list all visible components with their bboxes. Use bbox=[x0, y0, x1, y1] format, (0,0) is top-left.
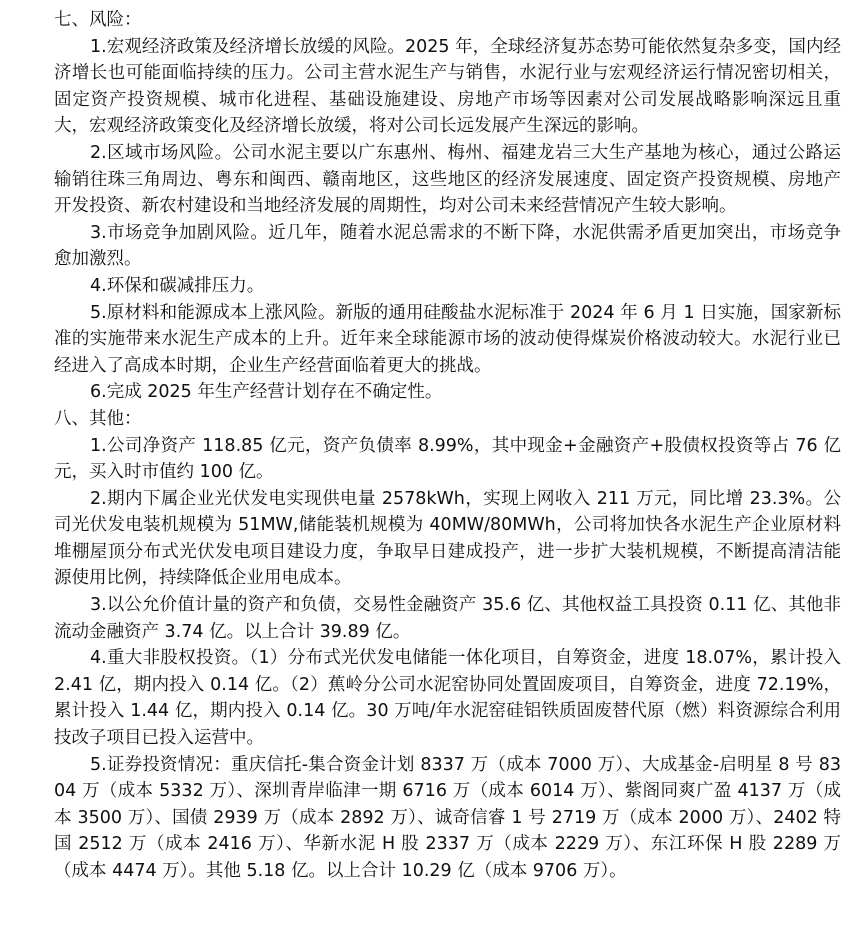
other-paragraph-investment: 4.重大非股权投资。（1）分布式光伏发电储能一体化项目，自筹资金，进度 18.07%，累计投入 2.41 亿，期内投入 0.14 亿。（2）蕉岭分公司水泥窑协同处置固废项目，自筹资金，进度 72.19%，累计投入 1.44 亿，期内投入 0.14 亿。30 万吨/年水泥窑硅铝铁质固废替代原（燃）料资源综合利用技改子项目已投入运营中。 bbox=[54, 648, 841, 749]
risk-paragraph-competition: 3.市场竞争加剧风险。近几年，随着水泥总需求的不断下降，水泥供需矛盾更加突出，市场竞争愈加激烈。 bbox=[54, 222, 841, 270]
risk-section bbox=[54, 7, 841, 406]
other-paragraph-fair-value: 3.以公允价值计量的资产和负债，交易性金融资产 35.6 亿、其他权益工具投资 0.11 亿、其他非流动金融资产 3.74 亿。以上合计 39.89 亿。 bbox=[54, 595, 841, 642]
other-paragraph-net-assets: 1.公司净资产 118.85 亿元，资产负债率 8.99%，其中现金+金融资产+股债权投资等占 76 亿元，买入时市值约 100 亿。 bbox=[54, 435, 841, 483]
other-paragraph-solar: 2.期内下属企业光伏发电实现供电量 2578kWh，实现上网收入 211 万元，同比增 23.3%。公司光伏发电装机规模为 51MW,储能装机规模为 40MW/80MWh，公司将加快各水泥生产企业原材料堆棚屋顶分布式光伏发电项目建设力度，争取早日建成投产，进一步扩大装机规模，不断提高清洁能源使用比例，持续降低企业用电成本。 bbox=[54, 488, 841, 589]
other-section bbox=[54, 406, 841, 885]
other-paragraph-securities: 5.证券投资情况：重庆信托-集合资金计划 8337 万（成本 7000 万）、大成基金-启明星 8 号 8304 万（成本 5332 万）、深圳青岸临津一期 6716 万（成本 6014 万）、紫阁同爽广盈 4137 万（成本 3500 万）、国债 2939 万（成本 2892 万）、诚奇信睿 1 号 2719 万（成本 2000 万）、2402 特国 2512 万（成本 2416 万）、华新水泥 H 股 2337 万（成本 2229 万）、东江环保 H 股 2289 万（成本 4474 万）。其他 5.18 亿。以上合计 10.29 亿（成本 9706 万）。 bbox=[54, 754, 841, 881]
risk-paragraph-environment: 4.环保和碳减排压力。 bbox=[90, 275, 265, 296]
risk-paragraph-cost: 5.原材料和能源成本上涨风险。新版的通用硅酸盐水泥标准于 2024 年 6 月 1 日实施，国家新标准的实施带来水泥生产成本的上升。近年来全球能源市场的波动使得煤炭价格波动较大。水泥行业已经进入了高成本时期，企业生产经营面临着更大的挑战。 bbox=[54, 302, 841, 376]
risk-paragraph-regional: 2.区域市场风险。公司水泥主要以广东惠州、梅州、福建龙岩三大生产基地为核心，通过公路运输销往珠三角周边、粤东和闽西、赣南地区，这些地区的经济发展速度、固定资产投资规模、房地产开发投资、新农村建设和当地经济发展的周期性，均对公司未来经营情况产生较大影响。 bbox=[54, 142, 841, 217]
risk-paragraph-plan: 6.完成 2025 年生产经营计划存在不确定性。 bbox=[90, 382, 443, 403]
risk-paragraph-macro: 1.宏观经济政策及经济增长放缓的风险。2025 年，全球经济复苏态势可能依然复杂多变，国内经济增长也可能面临持续的压力。公司主营水泥生产与销售，水泥行业与宏观经济运行情况密切相关，固定资产投资规模、城市化进程、基础设施建设、房地产市场等因素对公司发展战略影响深远且重大，宏观经济政策变化及经济增长放缓，将对公司长远发展产生深远的影响。 bbox=[54, 36, 841, 137]
section-heading-risk: 七、风险： bbox=[54, 10, 142, 30]
section-heading-other: 八、其他： bbox=[54, 408, 142, 429]
